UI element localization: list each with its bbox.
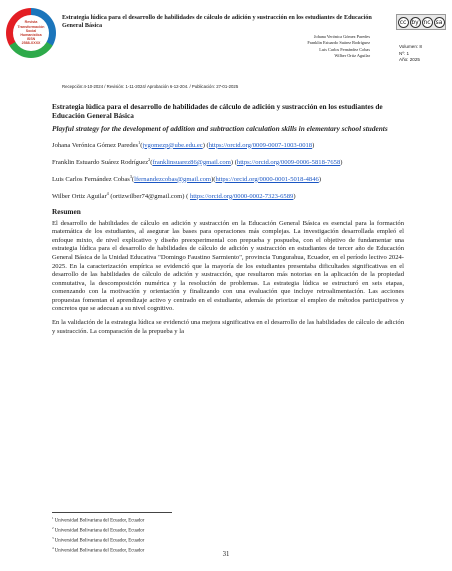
logo-line: Transformación: [17, 24, 45, 29]
author-email-link[interactable]: franklinsuarez86@gmail.com: [152, 158, 231, 166]
abstract-heading: Resumen: [52, 206, 81, 216]
article-body: [52, 102, 404, 341]
footnote-mark: 1: [52, 516, 54, 520]
author-affiliation-mark: 3: [129, 173, 132, 179]
author-affiliation-mark: 2: [148, 156, 151, 162]
page-number: 31: [222, 551, 230, 558]
author-name: Wilber Ortiz Aguilar: [52, 192, 107, 200]
footnote-divider: [52, 512, 172, 513]
logo-line: Humanística: [20, 33, 42, 37]
by-icon: by: [411, 18, 419, 26]
footnote-mark: 4: [52, 545, 54, 550]
logo-line: Social: [25, 28, 37, 33]
author-email: ortizwilber74@gmail.com: [112, 192, 183, 200]
author-email-link[interactable]: jvgomezp@ube.edu.ec: [142, 141, 203, 149]
title-english: Playful strategy for the development of addition and subtraction calculation skills in elementary school students: [52, 124, 388, 134]
logo-line: ISSN: [26, 37, 36, 42]
sa-icon: sa: [434, 17, 445, 28]
cc-icon: cc: [398, 17, 409, 28]
footnote-text: Universidad Bolivariana del Ecuador, Ecuador: [54, 518, 145, 524]
abstract-paragraph: El desarrollo de habilidades de cálculo en adición y sustracción en la Educación General Básica es esencial para la formación matemática de los estudiantes, al asegurar las bases para operaciones más complejas. La investigación desarrollada empleó el enfoque mixto, de nivel explicativo y diseño preexperimental con prepueba y pospueba, con el objetivo de fundamentar una estrategia lúdica para el desarrollo de habilidades de cálculo de adición y sustracción en estudiantes de tercer año de Educación General Básica de la Unidad Educativa "Domingo Faustino Sarmiento", provincia Tungurahua, Ecuador, en el período lectivo 2024-2025. En la caracterización empírica se evidenció que la mayoría de los estudiantes presentaba dificultades significativas en el desarrollo de las habilidades de cálculo de adición y sustracción, que resultaron más notorias en la aplicación de la propiedad conmutativa, la descomposición numérica y la resolución de problemas. La estrategia lúdica se estructuró en seis etapas, comenzando con la motivación y orientación y finalizando con una evaluación que incluye retroalimentación. Las acciones propuestas fomentan el aprendizaje activo y centrado en el estudiante, además de priorizar el empleo de métodos participativos y concretos que se adecuan a su nivel cognitivo.: [52, 219, 404, 313]
journal-logo-inner: [13, 15, 49, 51]
footnote-text: Universidad Bolivariana del Ecuador, Ecuador: [54, 538, 145, 544]
header-author: Johana Verónica Gómez Paredes: [313, 34, 370, 39]
header-author: Wilber Ortiz Aguilar: [334, 52, 370, 58]
logo-line: 2588-XXXX: [21, 41, 41, 46]
page-header: [0, 0, 452, 95]
author-orcid-link[interactable]: https://orcid.org/0000-0001-5018-4846: [215, 175, 319, 183]
author-orcid-link[interactable]: https://orcid.org/0009-0006-5818-7658: [236, 158, 341, 166]
logo-line: Revista: [24, 20, 38, 25]
footnote-text: Universidad Bolivariana del Ecuador, Ecuador: [54, 528, 145, 534]
cc-license-badge[interactable]: [396, 14, 446, 30]
volume-info: [399, 44, 447, 64]
author-affiliation-mark: 1: [138, 139, 141, 145]
author-entry: Luis Carlos Fernández Cobas$^3$(lfernandezcobas@gmail.com)(https://orcid.org/0000-0001-5018-4846): [52, 173, 322, 183]
author-orcid-link[interactable]: https://orcid.org/0000-0002-7323-6589: [189, 192, 294, 200]
submission-dates: Recepción:4-10-2024 / Revisión: 1-11-2024/ Aprobación 6-12-204. / Publicación: 27-01-2025: [62, 84, 239, 89]
header-authors: [230, 34, 370, 59]
header-author: Franklin Estuardo Suárez Rodríguez: [307, 40, 370, 46]
author-name: Franklin Estuardo Suárez Rodríguez: [52, 158, 149, 166]
footnote: [52, 515, 144, 525]
author-entry: Franklin Estuardo Suárez Rodríguez$^2$(franklinsuarez86@gmail.com) (https://orcid.org/0009-0006-5818-7658): [52, 156, 343, 166]
year: Año: 2025: [399, 57, 420, 62]
footnote-mark: 3: [52, 535, 54, 540]
author-name: Johana Verónica Gómez Paredes: [52, 141, 139, 149]
author-entry: Johana Verónica Gómez Paredes$^1$(jvgomezp@ube.edu.ec) (https://orcid.org/0009-0007-1003-0018): [52, 139, 315, 149]
author-orcid-link[interactable]: https://orcid.org/0009-0007-1003-0018: [208, 141, 313, 149]
author-email-link[interactable]: lfernandezcobas@gmail.com: [134, 175, 212, 183]
running-title: Estrategia lúdica para el desarrollo de habilidades de cálculo de adición y sustracción en los estudiantes de Educación General Básica: [62, 14, 372, 29]
nc-icon: nc: [423, 18, 431, 26]
footnote: [52, 525, 144, 535]
footnote: [52, 535, 144, 545]
footnote-text: Universidad Bolivariana del Ecuador, Ecuador: [54, 548, 145, 554]
author-entry: Wilber Ortiz Aguilar$^4$ (ortizwilber74@gmail.com) ( https://orcid.org/0000-0002-7323-6589): [52, 190, 296, 200]
author-name: Luis Carlos Fernández Cobas: [52, 175, 130, 183]
header-author: Luis Carlos Fernández Cobas: [319, 46, 370, 52]
footnotes: [52, 515, 144, 555]
volume: Volumen: 8: [399, 44, 422, 49]
author-affiliation-mark: 4: [106, 190, 109, 196]
abstract-paragraph: En la validación de la estrategia lúdica se evidenció una mejora significativa en el desarrollo de las habilidades de cálculo de adición y sustracción. La comparación de la prepueba y la: [52, 319, 404, 335]
footnote-mark: 2: [52, 525, 54, 530]
title-spanish: Estrategia lúdica para el desarrollo de habilidades de cálculo de adición y sustracción en los estudiantes de Educación General Básica: [52, 102, 383, 121]
issue-number: Nº: 1: [399, 50, 410, 56]
journal-logo: [6, 8, 56, 58]
